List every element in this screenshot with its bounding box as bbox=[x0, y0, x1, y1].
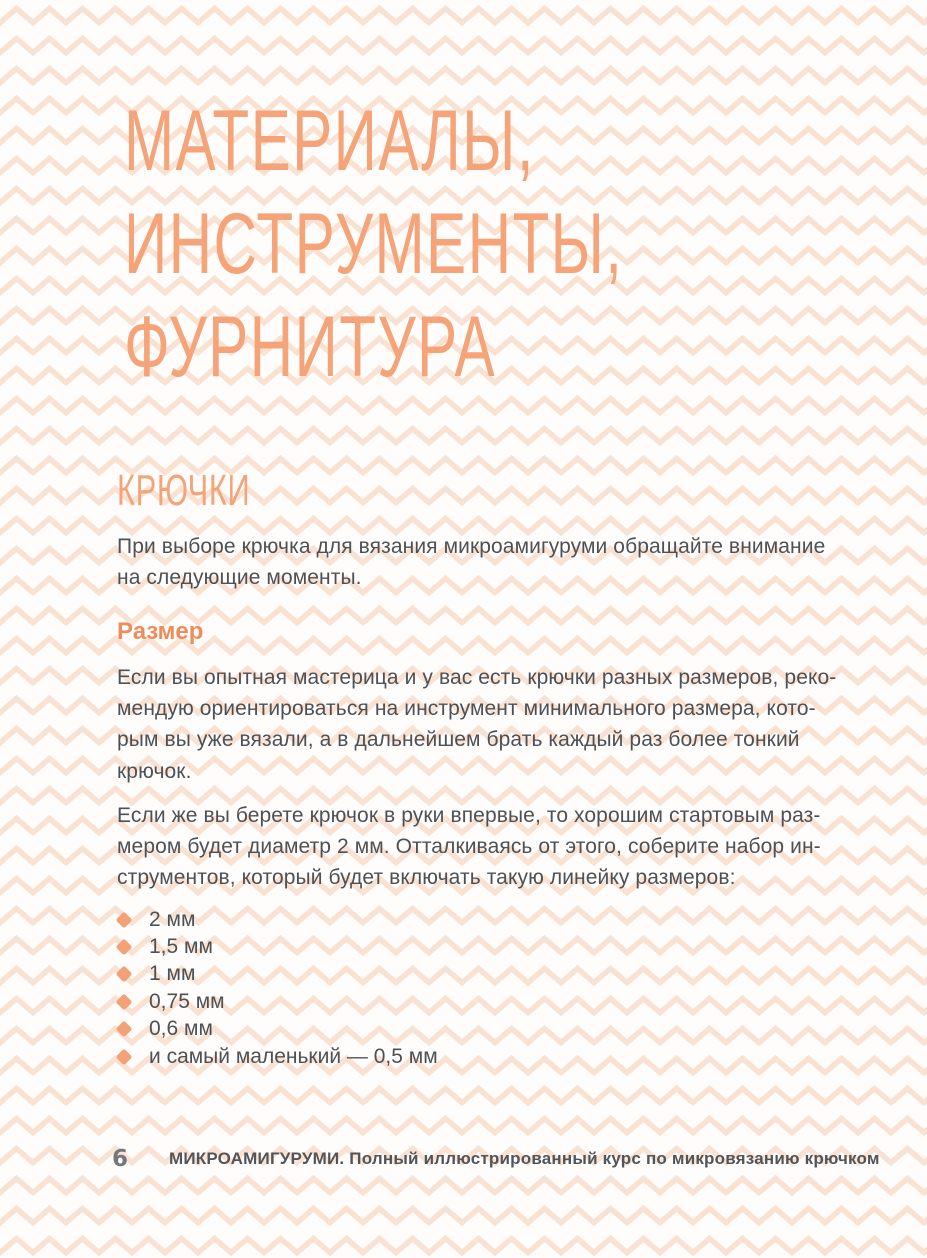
page-footer bbox=[112, 1146, 880, 1172]
paragraph-line: крючок. bbox=[117, 759, 192, 783]
beginner-paragraph bbox=[117, 800, 821, 894]
list-item-label: 2 мм bbox=[149, 907, 196, 931]
diamond-bullet-icon bbox=[116, 993, 133, 1010]
paragraph-line: При выборе крючка для вязания микроамигуруми обращайте внимание bbox=[117, 535, 826, 558]
chapter-title-line: ФУРНИТУРА bbox=[124, 299, 497, 395]
diamond-bullet-icon bbox=[116, 911, 133, 928]
paragraph-line: струментов, который будет включать такую линейку размеров: bbox=[117, 866, 736, 890]
diamond-bullet-icon bbox=[116, 1048, 133, 1065]
list-item bbox=[118, 906, 438, 933]
diamond-bullet-icon bbox=[116, 966, 133, 983]
paragraph-line: Если же вы берете крючок в руки впервые, то хорошим стартовым раз- bbox=[117, 804, 821, 827]
list-item-label: 0,75 мм bbox=[149, 989, 225, 1013]
experienced-crafter-paragraph bbox=[117, 662, 836, 787]
list-item bbox=[118, 961, 438, 988]
list-item-label: 1 мм bbox=[149, 962, 196, 986]
list-item-label: 1,5 мм bbox=[149, 935, 213, 959]
chapter-title bbox=[124, 90, 837, 399]
list-item bbox=[118, 988, 438, 1015]
hook-size-list bbox=[118, 906, 438, 1070]
intro-paragraph bbox=[117, 531, 825, 593]
subsection-heading-size: Размер bbox=[117, 618, 204, 645]
diamond-bullet-icon bbox=[116, 1021, 133, 1038]
section-heading: КРЮЧКИ bbox=[117, 466, 251, 515]
page-number: 6 bbox=[112, 1146, 129, 1172]
diamond-bullet-icon bbox=[116, 939, 133, 956]
paragraph-line: рым вы уже вязали, а в дальнейшем брать каждый раз более тонкий bbox=[117, 728, 800, 752]
list-item bbox=[118, 1043, 438, 1070]
chapter-title-line: ИНСТРУМЕНТЫ, bbox=[124, 196, 624, 292]
paragraph-line: Если вы опытная мастерица и у вас есть крючки разных размеров, реко- bbox=[117, 666, 837, 689]
paragraph-line: мером будет диаметр 2 мм. Отталкиваясь от этого, соберите набор ин- bbox=[117, 835, 821, 859]
paragraph-line: на следующие моменты. bbox=[117, 566, 362, 590]
paragraph-line: мендую ориентироваться на инструмент минимального размера, кото- bbox=[117, 697, 816, 721]
list-item bbox=[118, 1016, 438, 1043]
list-item-label: и самый маленький — 0,5 мм bbox=[149, 1044, 438, 1068]
chapter-title-line: МАТЕРИАЛЫ, bbox=[124, 93, 535, 189]
list-item bbox=[118, 933, 438, 960]
footer-book-title: МИКРОАМИГУРУМИ. Полный иллюстрированный курс по микровязанию крючком bbox=[169, 1149, 880, 1168]
list-item-label: 0,6 мм bbox=[149, 1017, 213, 1041]
